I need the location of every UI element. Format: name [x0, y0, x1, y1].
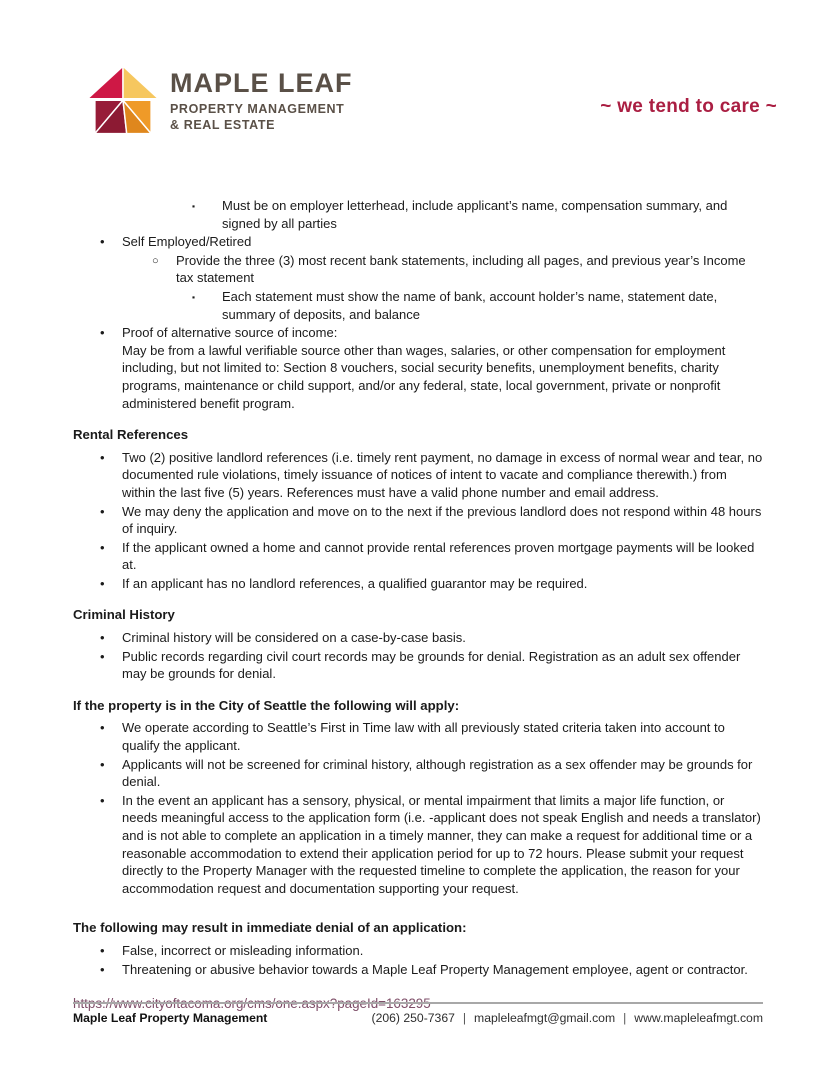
bullet-list	[73, 629, 763, 683]
list-item-continuation: May be from a lawful verifiable source other than wages, salaries, or other compensation for employment including, but not limited to: Section 8 vouchers, social security benefits, unemployment benefits, charity programs, maintenance or child support, and/or any federal, state, local government, private or nonprofit administered benefit program.	[122, 342, 726, 411]
list-item	[73, 197, 763, 232]
list-item-text: False, incorrect or misleading information.	[122, 942, 364, 958]
document-section	[73, 606, 763, 682]
page-header	[73, 63, 777, 139]
bullet-list	[73, 197, 763, 412]
bullet-marker-icon: ▪	[192, 201, 196, 211]
bullet-marker-icon: •	[100, 325, 105, 341]
list-item-text: We may deny the application and move on to the next if the previous landlord does not respond within 48 hours of inquiry.	[122, 503, 762, 537]
list-item-text: If the applicant owned a home and cannot provide rental references proven mortgage payments will be looked at.	[122, 539, 755, 573]
logo-title: MAPLE LEAF	[170, 67, 353, 98]
section-heading: Rental References	[73, 427, 189, 443]
section-heading: Criminal History	[73, 607, 175, 623]
footer-website[interactable]: www.mapleleafmgt.com	[634, 1011, 763, 1025]
bullet-marker-icon: ○	[152, 254, 159, 267]
bullet-marker-icon: •	[100, 234, 105, 250]
bullet-list	[73, 942, 763, 978]
bullet-marker-icon: •	[100, 756, 105, 772]
logo-text-block	[170, 67, 353, 133]
sections-container	[73, 197, 763, 978]
logo-subtitle-line1: PROPERTY MANAGEMENT	[170, 101, 345, 116]
list-item	[73, 539, 763, 574]
list-item-text: We operate according to Seattle’s First in Time law with all previously stated criteria taken into account to qualify the applicant.	[122, 720, 725, 754]
footer-separator: |	[623, 1011, 627, 1025]
list-item	[73, 449, 763, 502]
list-item-text: Proof of alternative source of income:	[122, 325, 338, 341]
list-item-text: In the event an applicant has a sensory, physical, or mental impairment that limits a major life function, or needs meaningful access to the application form (i.e. -applicant does not speak English and needs a translator) and is not able to complete an application in a timely manner, they can make a request for additional time or a reasonable accommodation to extend their application period for up to 72 hours. Please submit your request directly to the Property Manager with the requested timeline to complete the application, the reason for your accommodation request and documentation supporting your request.	[122, 792, 761, 896]
bullet-marker-icon: •	[100, 503, 105, 519]
document-body	[73, 197, 763, 1013]
list-item	[73, 252, 763, 287]
footer-company-name: Maple Leaf Property Management	[73, 1011, 268, 1025]
company-logo	[73, 63, 353, 139]
bullet-marker-icon: •	[100, 942, 105, 958]
section-heading: If the property is in the City of Seattle the following will apply:	[73, 697, 460, 713]
list-item	[73, 648, 763, 683]
page-footer	[73, 1002, 763, 1025]
list-item-text: Each statement must show the name of bank, account holder’s name, statement date, summary of deposits, and balance	[222, 288, 718, 322]
footer-separator: |	[462, 1011, 467, 1025]
bullet-marker-icon: •	[100, 720, 105, 736]
list-item	[73, 288, 763, 323]
document-section	[73, 919, 763, 978]
document-section	[73, 197, 763, 412]
list-item-text: Criminal history will be considered on a case-by-case basis.	[122, 630, 466, 646]
tacoma-info-link[interactable]: https://www.cityoftacoma.org/cms/one.aspx?pageId=163295	[73, 996, 431, 1012]
bullet-marker-icon: •	[100, 539, 105, 555]
list-item	[73, 629, 763, 647]
bullet-marker-icon: •	[100, 792, 105, 808]
bullet-marker-icon: •	[100, 575, 105, 591]
company-tagline: ~ we tend to care ~	[600, 96, 777, 117]
list-item	[73, 756, 763, 791]
list-item-text: Applicants will not be screened for criminal history, although registration as a sex offender may be grounds for denial.	[122, 756, 753, 790]
list-item-text: Threatening or abusive behavior towards a Maple Leaf Property Management employee, agent or contractor.	[122, 961, 748, 977]
bullet-marker-icon: •	[100, 961, 105, 977]
document-section	[73, 697, 763, 898]
list-item	[73, 942, 763, 960]
maple-leaf-house-icon	[86, 63, 160, 139]
logo-subtitle-line2: & REAL ESTATE	[170, 117, 276, 132]
list-item-text: Self Employed/Retired	[122, 234, 252, 250]
bullet-list	[73, 449, 763, 593]
bullet-marker-icon: •	[100, 630, 105, 646]
list-item	[73, 575, 763, 593]
list-item-text: If an applicant has no landlord references, a qualified guarantor may be required.	[122, 575, 588, 591]
list-item	[73, 233, 763, 251]
section-heading: The following may result in immediate denial of an application:	[73, 920, 467, 936]
list-item	[73, 719, 763, 754]
logo-subtitle	[170, 101, 353, 133]
bullet-list	[73, 719, 763, 897]
list-item-text: Must be on employer letterhead, include applicant’s name, compensation summary, and signed by all parties	[222, 198, 728, 231]
footer-email[interactable]: mapleleafmgt@gmail.com	[474, 1011, 616, 1025]
list-item	[73, 961, 763, 979]
list-item	[73, 792, 763, 898]
list-item	[73, 503, 763, 538]
list-item-text: Two (2) positive landlord references (i.e. timely rent payment, no damage in excess of normal wear and tear, no documented rule violations, timely issuance of notices of intent to vacate and compliance therewith.) from within the last five (5) years. References must have a valid phone number and email address.	[122, 449, 763, 500]
document-section	[73, 426, 763, 592]
list-item-text: Public records regarding civil court records may be grounds for denial. Registration as an adult sex offender may be grounds for denial.	[122, 648, 741, 682]
footer-phone: (206) 250-7367	[371, 1011, 455, 1025]
bullet-marker-icon: ▪	[192, 291, 196, 302]
bullet-marker-icon: •	[100, 449, 105, 465]
list-item-text: Provide the three (3) most recent bank statements, including all pages, and previous year’s Income tax statement	[176, 252, 746, 286]
bullet-marker-icon: •	[100, 648, 105, 664]
footer-contacts	[372, 1011, 763, 1025]
list-item	[73, 324, 763, 412]
